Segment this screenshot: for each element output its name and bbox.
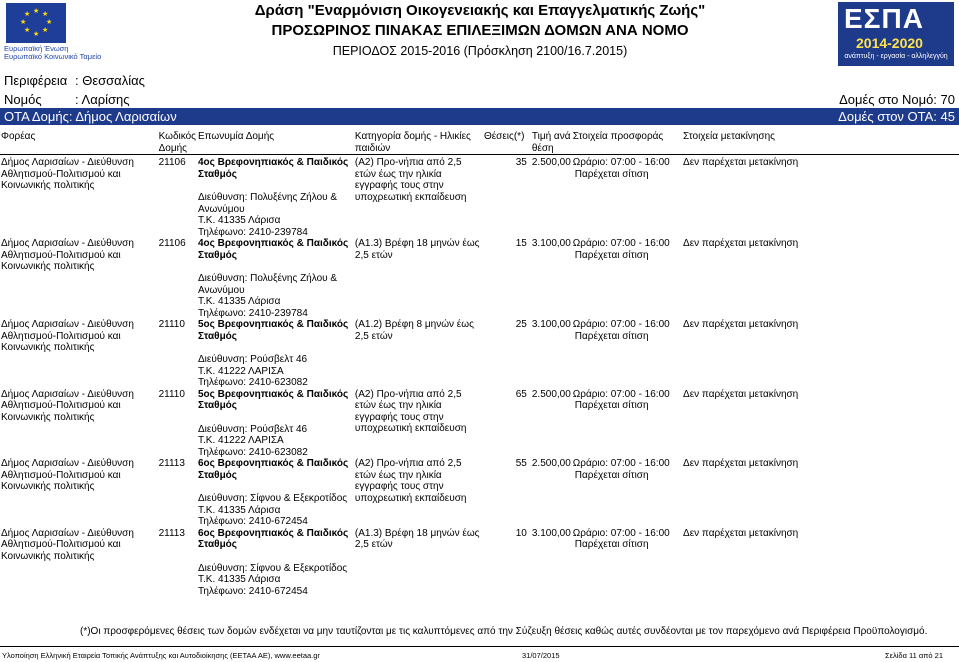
offer-hours: Ωράριο: 07:00 - 16:00: [572, 388, 670, 400]
offer-hours: Ωράριο: 07:00 - 16:00: [572, 527, 670, 539]
eu-caption-line-2: Ευρωπαϊκό Κοινωνικό Ταμείο: [4, 52, 102, 61]
col-header-seats: Θέσεις(*): [483, 131, 531, 155]
ota-count: Δομές στον ΟΤΑ: 45: [838, 109, 955, 124]
structure-name: 4ος Βρεφονηπιακός & Παιδικός Σταθμός: [198, 157, 349, 180]
cell-seats: 65: [515, 388, 527, 400]
document-title: Δράση "Εναρμόνιση Οικογενειακής και Επαγγελματικής Ζωής": [254, 2, 706, 19]
offer-hours: Ωράριο: 07:00 - 16:00: [572, 458, 670, 469]
footer-page: Σελίδα 11 από 21: [885, 651, 943, 660]
cell-org: Δήμος Λαρισαίων - Διεύθυνση Αθλητισμού-Πολιτισμού και Κοινωνικής πολιτικής: [1, 319, 134, 353]
cell-name: [197, 319, 354, 389]
offer-food: Παρέχεται σίτιση: [574, 249, 649, 261]
prefecture-label: Νομός: [4, 92, 42, 107]
cell-transport: Δεν παρέχεται μετακίνηση: [683, 388, 799, 400]
cell-price: 3.100,00: [531, 238, 571, 249]
col-header-org: Φορέας: [0, 131, 158, 155]
col-header-name: Επωνυμία Δομής: [197, 131, 354, 155]
cell-name: [197, 155, 354, 239]
structure-address: Διεύθυνση: Σίφνου & Εξεκροτίδος: [198, 562, 348, 574]
region-label: Περιφέρεια: [4, 73, 68, 88]
espa-logo-text: ΕΣΠΑ: [844, 3, 924, 34]
offer-food: Παρέχεται σίτιση: [574, 539, 649, 550]
region-value: : Θεσσαλίας: [75, 73, 145, 88]
offer-hours: Ωράριο: 07:00 - 16:00: [572, 157, 670, 168]
cell-seats: 35: [515, 157, 527, 168]
cell-code: 21106: [158, 157, 186, 168]
cell-category: (Α2) Προ-νήπια από 2,5 ετών έως την ηλικία εγγραφής τους στην υποχρεωτική εκπαίδευση: [354, 458, 467, 504]
structure-address: Διεύθυνση: Πολυξένης Ζήλου & Ανωνύμου: [198, 273, 338, 296]
structure-postcode: Τ.Κ. 41335 Λάρισα: [198, 215, 281, 226]
table-header-row: [0, 131, 959, 155]
col-header-transport: Στοιχεία μετακίνησης: [682, 131, 959, 155]
offer-hours: Ωράριο: 07:00 - 16:00: [572, 319, 670, 330]
cell-code: 21106: [158, 238, 186, 249]
footer-org: Υλοποίηση Ελληνική Εταιρεία Τοπικής Ανάπτυξης και Αυτοδιοίκησης (ΕΕΤΑΑ ΑΕ), www.eetaa.gr: [2, 651, 320, 660]
cell-offer: [572, 155, 682, 239]
col-header-code: Κωδικός Δομής: [158, 131, 196, 154]
structure-name: 4ος Βρεφονηπιακός & Παιδικός Σταθμός: [198, 238, 349, 261]
table-row: [0, 238, 959, 319]
document-period: ΠΕΡΙΟΔΟΣ 2015-2016 (Πρόσκληση 2100/16.7.2015): [332, 44, 628, 58]
cell-org: Δήμος Λαρισαίων - Διεύθυνση Αθλητισμού-Πολιτισμού και Κοινωνικής πολιτικής: [1, 458, 134, 492]
structure-address: Διεύθυνση: Πολυξένης Ζήλου & Ανωνύμου: [198, 192, 338, 215]
cell-code: 21110: [158, 388, 185, 400]
ota-bar: [0, 108, 959, 125]
cell-category: (Α1.3) Βρέφη 18 μηνών έως 2,5 ετών: [354, 238, 480, 261]
espa-years: 2014-2020: [856, 35, 923, 51]
structure-name: 6ος Βρεφονηπιακός & Παιδικός Σταθμός: [198, 527, 349, 550]
structure-postcode: Τ.Κ. 41335 Λάρισα: [198, 296, 281, 307]
cell-code: 21110: [158, 319, 185, 330]
offer-food: Παρέχεται σίτιση: [574, 330, 649, 342]
table-row: [0, 528, 959, 598]
cell-seats: 10: [515, 527, 527, 539]
col-header-offer: Στοιχεία προσφοράς: [572, 131, 682, 155]
structure-name: 6ος Βρεφονηπιακός & Παιδικός Σταθμός: [198, 458, 349, 481]
cell-offer: [572, 389, 682, 459]
prefecture-value: : Λαρίσης: [75, 92, 130, 107]
footer-date: 31/07/2015: [522, 651, 560, 660]
cell-name: [197, 458, 354, 528]
cell-seats: 15: [515, 238, 527, 249]
footer-divider: [0, 646, 959, 647]
cell-category: (Α1.2) Βρέφη 8 μηνών έως 2,5 ετών: [354, 319, 474, 342]
eu-caption-line-1: Ευρωπαϊκή Ένωση: [4, 44, 69, 53]
structure-phone: Τηλέφωνο: 2410-672454: [198, 516, 308, 527]
cell-seats: 25: [515, 319, 527, 330]
table-row: [0, 389, 959, 459]
cell-transport: Δεν παρέχεται μετακίνηση: [683, 238, 799, 249]
cell-org: Δήμος Λαρισαίων - Διεύθυνση Αθλητισμού-Πολιτισμού και Κοινωνικής πολιτικής: [1, 388, 134, 423]
cell-seats: 55: [515, 458, 527, 469]
cell-transport: Δεν παρέχεται μετακίνηση: [683, 157, 799, 168]
cell-org: Δήμος Λαρισαίων - Διεύθυνση Αθλητισμού-Πολιτισμού και Κοινωνικής πολιτικής: [1, 238, 134, 272]
structure-postcode: Τ.Κ. 41222 ΛΑΡΙΣΑ: [198, 435, 284, 446]
structure-postcode: Τ.Κ. 41335 Λάρισα: [198, 574, 281, 585]
espa-logo: [838, 2, 954, 66]
ota-name: ΟΤΑ Δομής: Δήμος Λαρισαίων: [4, 109, 177, 124]
cell-price: 3.100,00: [531, 319, 571, 330]
cell-name: [197, 528, 354, 598]
structures-table: [0, 131, 959, 597]
cell-org: Δήμος Λαρισαίων - Διεύθυνση Αθλητισμού-Πολιτισμού και Κοινωνικής πολιτικής: [1, 157, 134, 191]
structure-phone: Τηλέφωνο: 2410-239784: [198, 307, 308, 319]
cell-org: Δήμος Λαρισαίων - Διεύθυνση Αθλητισμού-Πολιτισμού και Κοινωνικής πολιτικής: [1, 527, 134, 562]
cell-transport: Δεν παρέχεται μετακίνηση: [683, 319, 799, 330]
structure-phone: Τηλέφωνο: 2410-239784: [198, 226, 308, 238]
col-header-category: Κατηγορία δομής - Ηλικίες παιδιών: [354, 131, 483, 155]
cell-price: 2.500,00: [531, 388, 571, 400]
cell-name: [197, 238, 354, 319]
cell-offer: [572, 528, 682, 598]
cell-offer: [572, 238, 682, 319]
offer-hours: Ωράριο: 07:00 - 16:00: [572, 238, 670, 249]
document-subtitle: ΠΡΟΣΩΡΙΝΟΣ ΠΙΝΑΚΑΣ ΕΠΙΛΕΞΙΜΩΝ ΔΟΜΩΝ ΑΝΑ ΝΟΜΟ: [271, 22, 689, 39]
structure-name: 5ος Βρεφονηπιακός & Παιδικός Σταθμός: [198, 319, 349, 342]
col-header-price: Τιμή ανά θέση: [531, 131, 571, 154]
cell-category: (Α2) Προ-νήπια από 2,5 ετών έως την ηλικία εγγραφής τους στην υποχρεωτική εκπαίδευση: [354, 388, 467, 434]
eu-caption: [4, 45, 114, 61]
offer-food: Παρέχεται σίτιση: [574, 400, 649, 411]
cell-price: 2.500,00: [531, 157, 571, 168]
structure-postcode: Τ.Κ. 41335 Λάρισα: [198, 504, 281, 516]
structure-phone: Τηλέφωνο: 2410-623082: [198, 446, 308, 458]
cell-name: [197, 389, 354, 459]
table-row: [0, 458, 959, 528]
structure-phone: Τηλέφωνο: 2410-672454: [198, 585, 308, 597]
structure-address: Διεύθυνση: Ρούσβελτ 46: [198, 423, 308, 435]
structure-address: Διεύθυνση: Ρούσβελτ 46: [198, 354, 308, 365]
cell-price: 2.500,00: [531, 458, 571, 469]
footnote: (*)Οι προσφερόμενες θέσεις των δομών ενδέχεται να μην ταυτίζονται με τις καλυπτόμενες από την Σύζευξη θέσεις καθώς αυτές συνδέονται με τον παρεχόμενο ανά Περιφέρεια Προϋπολογισμό.: [80, 626, 928, 637]
cell-offer: [572, 319, 682, 389]
cell-code: 21113: [158, 458, 185, 469]
espa-tagline: ανάπτυξη - εργασία - αλληλεγγύη: [844, 53, 948, 60]
cell-transport: Δεν παρέχεται μετακίνηση: [683, 527, 799, 539]
offer-food: Παρέχεται σίτιση: [574, 168, 649, 180]
cell-offer: [572, 458, 682, 528]
cell-category: (Α1.3) Βρέφη 18 μηνών έως 2,5 ετών: [354, 527, 480, 550]
cell-code: 21113: [158, 527, 185, 539]
table-row: [0, 319, 959, 389]
structure-name: 5ος Βρεφονηπιακός & Παιδικός Σταθμός: [198, 388, 349, 411]
structure-address: Διεύθυνση: Σίφνου & Εξεκροτίδος: [198, 493, 348, 504]
cell-category: (Α2) Προ-νήπια από 2,5 ετών έως την ηλικία εγγραφής τους στην υποχρεωτική εκπαίδευση: [354, 157, 467, 203]
prefecture-count: Δομές στο Νομό: 70: [839, 92, 955, 107]
offer-food: Παρέχεται σίτιση: [574, 469, 649, 481]
table-row: [0, 155, 959, 239]
structure-phone: Τηλέφωνο: 2410-623082: [198, 377, 308, 388]
structure-postcode: Τ.Κ. 41222 ΛΑΡΙΣΑ: [198, 365, 284, 377]
cell-price: 3.100,00: [531, 527, 571, 539]
cell-transport: Δεν παρέχεται μετακίνηση: [683, 458, 799, 469]
eu-flag-logo: ★ ★ ★ ★ ★ ★ ★ ★: [6, 3, 66, 43]
